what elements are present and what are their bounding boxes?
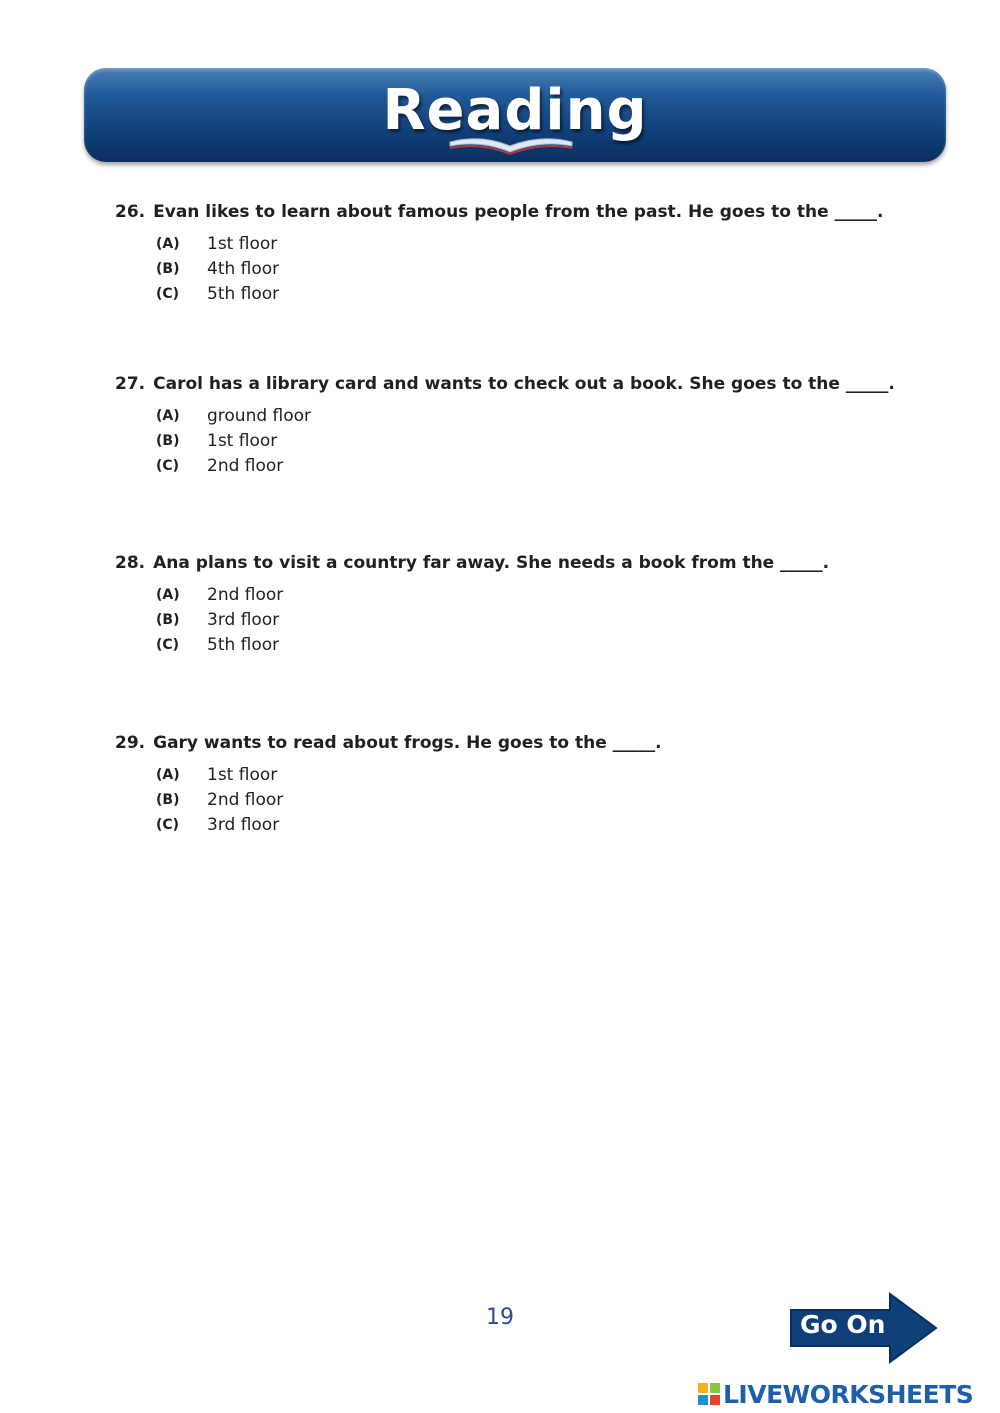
choice-letter: (C) <box>156 636 180 653</box>
choice-letter: (A) <box>156 235 180 252</box>
question-text: Ana plans to visit a country far away. She needs a book from the _____. <box>153 553 830 573</box>
question-26 <box>115 201 915 306</box>
choice-b[interactable] <box>156 256 915 281</box>
choice-text: ground floor <box>207 405 312 426</box>
choice-letter: (B) <box>156 791 180 808</box>
choice-list <box>115 231 915 306</box>
choice-a[interactable] <box>156 582 915 607</box>
choice-text: 3rd floor <box>207 814 280 835</box>
choice-text: 5th floor <box>207 283 280 304</box>
choice-a[interactable] <box>156 762 915 787</box>
page-number: 19 <box>486 1305 514 1330</box>
choice-letter: (C) <box>156 285 180 302</box>
choice-list <box>115 582 915 657</box>
choice-text: 1st floor <box>207 430 278 451</box>
choice-b[interactable] <box>156 787 915 812</box>
choice-list <box>115 762 915 837</box>
choice-text: 1st floor <box>207 764 278 785</box>
liveworksheets-logo <box>698 1380 994 1408</box>
question-28 <box>115 552 915 657</box>
choice-letter: (A) <box>156 407 180 424</box>
choice-text: 2nd floor <box>207 584 284 605</box>
question-text: Gary wants to read about frogs. He goes to the _____. <box>153 733 662 753</box>
choice-letter: (B) <box>156 611 180 628</box>
choice-c[interactable] <box>156 453 915 478</box>
choice-text: 4th floor <box>207 258 280 279</box>
choice-text: 2nd floor <box>207 789 284 810</box>
choice-c[interactable] <box>156 812 915 837</box>
watermark-text: LIVEWORKSHEETS <box>723 1379 974 1409</box>
question-number: 27. <box>115 374 146 394</box>
choice-a[interactable] <box>156 403 915 428</box>
choice-a[interactable] <box>156 231 915 256</box>
choice-letter: (B) <box>156 260 180 277</box>
question-29 <box>115 732 915 837</box>
choice-list <box>115 403 915 478</box>
choice-text: 1st floor <box>207 233 278 254</box>
go-on-button[interactable]: Go On <box>800 1310 886 1339</box>
choice-text: 5th floor <box>207 634 280 655</box>
question-text: Evan likes to learn about famous people from the past. He goes to the _____. <box>153 202 884 222</box>
question-number: 26. <box>115 202 146 222</box>
page-title: Reading <box>382 78 648 143</box>
choice-letter: (C) <box>156 816 180 833</box>
choice-c[interactable] <box>156 632 915 657</box>
question-number: 28. <box>115 553 146 573</box>
open-book-icon <box>446 132 576 158</box>
choice-letter: (A) <box>156 586 180 603</box>
question-number: 29. <box>115 733 146 753</box>
choice-b[interactable] <box>156 607 915 632</box>
choice-text: 3rd floor <box>207 609 280 630</box>
choice-text: 2nd floor <box>207 455 284 476</box>
question-27 <box>115 373 915 478</box>
choice-letter: (A) <box>156 766 180 783</box>
liveworksheets-mark-icon <box>698 1383 720 1405</box>
choice-b[interactable] <box>156 428 915 453</box>
choice-letter: (B) <box>156 432 180 449</box>
choice-letter: (C) <box>156 457 180 474</box>
question-text: Carol has a library card and wants to check out a book. She goes to the _____. <box>153 374 895 394</box>
choice-c[interactable] <box>156 281 915 306</box>
